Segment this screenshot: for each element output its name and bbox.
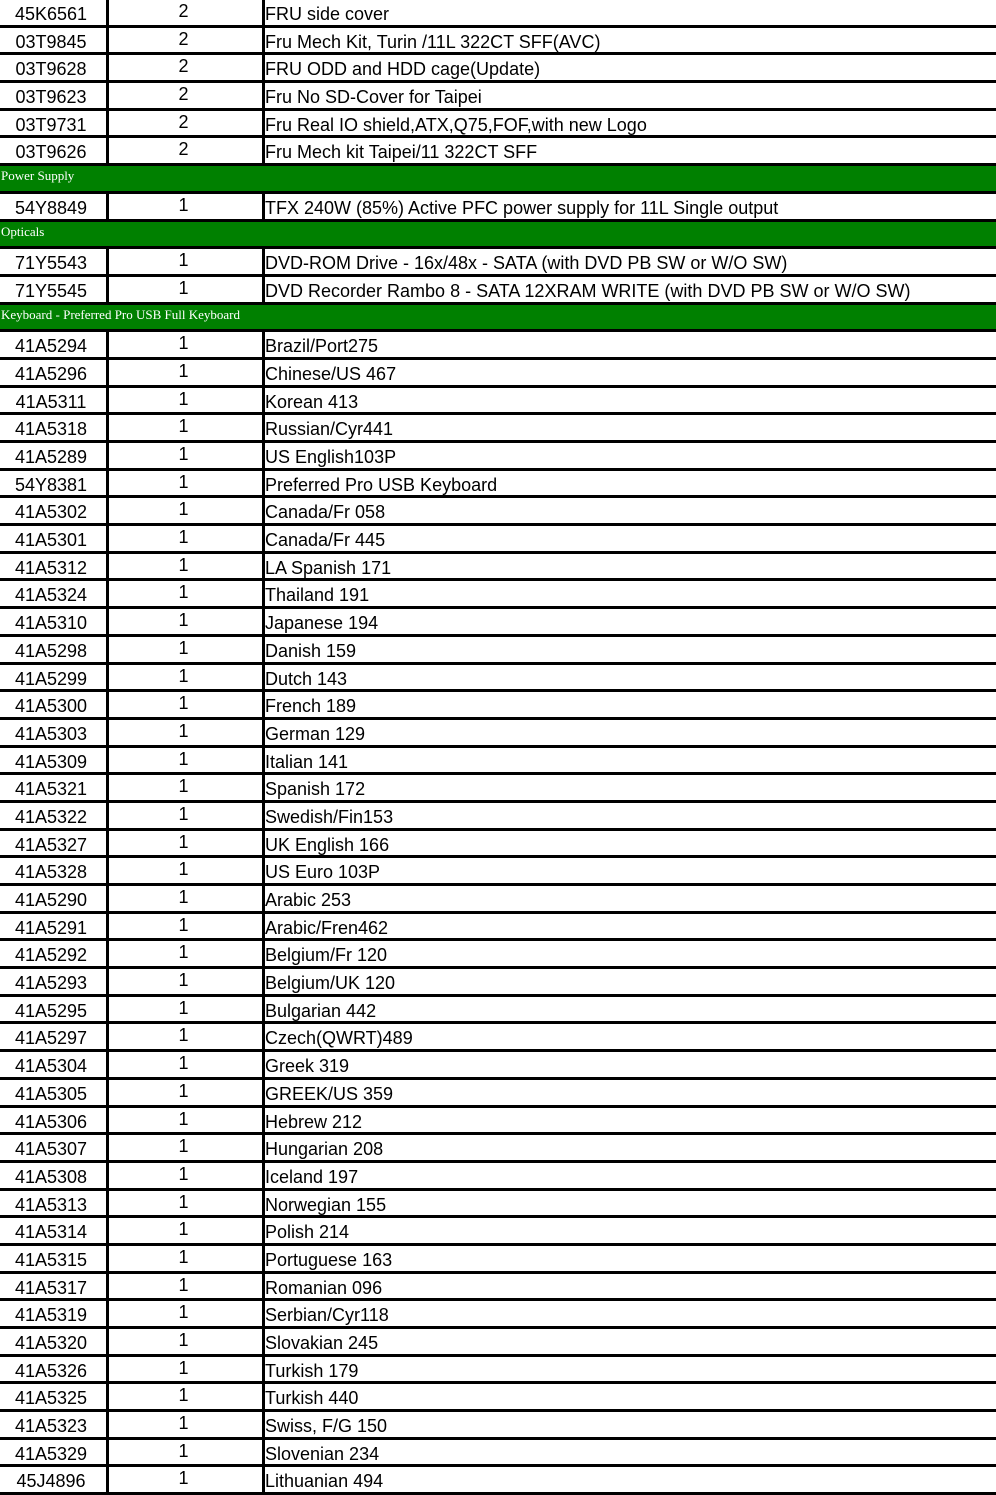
section-header-label: Keyboard - Preferred Pro USB Full Keyboard [1,306,241,322]
table-row [0,55,996,83]
quantity-cell: 2 [106,83,262,108]
quantity-cell: 1 [106,581,262,606]
part-number-cell: 41A5296 [14,363,88,384]
part-number-cell: 45J4896 [16,1471,86,1492]
description-cell: Dutch 143 [262,665,996,690]
quantity-cell: 1 [106,1412,262,1437]
part-number-cell: 41A5295 [14,1000,88,1021]
description-cell: Thailand 191 [262,581,996,606]
part-number-cell: 41A5328 [14,862,88,883]
table-row [0,1080,996,1108]
part-number-cell: 41A5299 [14,668,88,689]
description-cell: Swiss, F/G 150 [262,1412,996,1437]
part-number-cell: 41A5320 [14,1333,88,1353]
description-cell: Brazil/Port275 [262,332,996,357]
quantity-cell: 1 [106,665,262,690]
description-cell: Turkish 440 [262,1384,996,1409]
table-row [0,1274,996,1302]
table-row [0,1440,996,1468]
quantity-cell: 2 [106,55,262,80]
description-cell: Arabic 253 [262,886,996,911]
description-cell: Polish 214 [262,1218,996,1243]
quantity-cell: 1 [106,332,262,357]
part-number-cell: 41A5322 [14,806,88,827]
part-number-cell: 41A5307 [14,1139,88,1160]
quantity-cell: 1 [106,277,262,302]
table-row [0,1108,996,1136]
description-cell: Italian 141 [262,748,996,773]
part-number-cell: 41A5300 [14,696,88,717]
part-number-cell: 71Y5545 [14,280,88,301]
quantity-cell: 1 [106,914,262,939]
table-row [0,914,996,942]
table-row [0,692,996,720]
section-header-label: Power Supply [1,168,75,184]
quantity-cell: 1 [106,526,262,551]
table-row [0,665,996,693]
part-number-cell: 41A5289 [14,447,88,467]
quantity-cell: 1 [106,443,262,468]
description-cell: Iceland 197 [262,1163,996,1188]
table-row [0,609,996,637]
description-cell: FRU side cover [262,0,996,25]
part-number-cell: 41A5311 [15,391,87,412]
quantity-cell: 1 [106,720,262,745]
quantity-cell: 1 [106,858,262,883]
description-cell: Danish 159 [262,637,996,662]
part-number-cell: 41A5297 [14,1028,88,1049]
quantity-cell: 1 [106,249,262,274]
description-cell: Chinese/US 467 [262,360,996,385]
quantity-cell: 1 [106,415,262,440]
part-number-cell: 03T9731 [15,114,87,135]
table-row [0,720,996,748]
quantity-cell: 1 [106,692,262,717]
part-number-cell: 41A5315 [14,1249,88,1270]
table-row [0,581,996,609]
table-row [0,526,996,554]
part-number-cell: 54Y8849 [14,197,88,218]
description-cell: French 189 [262,692,996,717]
description-cell: Canada/Fr 445 [262,526,996,551]
table-row [0,471,996,499]
description-cell: Norwegian 155 [262,1191,996,1216]
part-number-cell: 41A5327 [14,834,88,855]
description-cell: Fru No SD-Cover for Taipei [262,83,996,108]
quantity-cell: 1 [106,1191,262,1216]
description-cell: Belgium/Fr 120 [262,941,996,966]
table-row [0,858,996,886]
part-number-cell: 03T9626 [15,142,87,163]
table-row [0,1024,996,1052]
description-cell: Serbian/Cyr118 [262,1301,996,1326]
quantity-cell: 2 [106,138,262,163]
quantity-cell: 1 [106,1274,262,1299]
part-number-cell: 41A5291 [14,917,88,938]
table-row [0,443,996,471]
quantity-cell: 1 [106,969,262,994]
description-cell: Hungarian 208 [262,1135,996,1160]
description-cell: Spanish 172 [262,775,996,800]
table-row [0,138,996,166]
description-cell: UK English 166 [262,831,996,856]
table-row [0,1218,996,1246]
part-number-cell: 41A5329 [14,1443,88,1464]
quantity-cell: 1 [106,194,262,219]
description-cell: US Euro 103P [262,858,996,883]
part-number-cell: 41A5310 [14,613,88,634]
table-row [0,1467,996,1495]
table-row [0,1191,996,1219]
table-row [0,554,996,582]
part-number-cell: 41A5309 [14,751,88,772]
quantity-cell: 1 [106,609,262,634]
part-number-cell: 41A5313 [14,1194,88,1215]
description-cell: DVD-ROM Drive - 16x/48x - SATA (with DVD PB SW or W/O SW) [262,249,996,274]
description-cell: Portuguese 163 [262,1246,996,1271]
description-cell: FRU ODD and HDD cage(Update) [262,55,996,80]
part-number-cell: 03T9628 [15,59,87,80]
part-number-cell: 41A5312 [14,557,88,578]
description-cell: US English103P [262,443,996,468]
table-row [0,775,996,803]
quantity-cell: 1 [106,1108,262,1133]
description-cell: Greek 319 [262,1052,996,1077]
quantity-cell: 1 [106,1357,262,1382]
part-number-cell: 03T9623 [15,87,87,108]
description-cell: Turkish 179 [262,1357,996,1382]
description-cell: Japanese 194 [262,609,996,634]
part-number-cell: 41A5324 [14,585,88,606]
part-number-cell: 41A5303 [14,723,88,744]
table-row [0,388,996,416]
description-cell: GREEK/US 359 [262,1080,996,1105]
description-cell: Lithuanian 494 [262,1467,996,1492]
part-number-cell: 41A5314 [14,1222,88,1243]
table-row [0,886,996,914]
table-row [0,1301,996,1329]
description-cell: Czech(QWRT)489 [262,1024,996,1049]
table-row [0,1052,996,1080]
quantity-cell: 1 [106,1329,262,1354]
table-row [0,194,996,222]
part-number-cell: 41A5317 [14,1277,88,1298]
description-cell: Fru Mech kit Taipei/11 322CT SFF [262,138,996,163]
part-number-cell: 41A5323 [14,1416,88,1437]
table-row [0,249,996,277]
quantity-cell: 1 [106,941,262,966]
quantity-cell: 1 [106,831,262,856]
part-number-cell: 41A5325 [14,1388,88,1409]
part-number-cell: 41A5301 [14,530,88,551]
description-cell: Swedish/Fin153 [262,803,996,828]
table-row [0,748,996,776]
table-row [0,28,996,56]
quantity-cell: 1 [106,637,262,662]
description-cell: Hebrew 212 [262,1108,996,1133]
table-row [0,969,996,997]
quantity-cell: 1 [106,1440,262,1465]
quantity-cell: 1 [106,1052,262,1077]
quantity-cell: 1 [106,1135,262,1160]
description-cell: Fru Real IO shield,ATX,Q75,FOF,with new Logo [262,111,996,136]
section-header-row [0,222,996,250]
table-row [0,1163,996,1191]
table-row [0,1246,996,1274]
quantity-cell: 2 [106,111,262,136]
quantity-cell: 1 [106,886,262,911]
quantity-cell: 1 [106,803,262,828]
part-number-cell: 41A5318 [14,419,88,440]
part-number-cell: 41A5308 [14,1166,88,1187]
part-number-cell: 41A5304 [14,1056,88,1077]
description-cell: Canada/Fr 058 [262,498,996,523]
part-number-cell: 41A5306 [14,1111,88,1132]
quantity-cell: 2 [106,28,262,53]
quantity-cell: 2 [106,0,262,25]
description-cell: Russian/Cyr441 [262,415,996,440]
quantity-cell: 1 [106,498,262,523]
quantity-cell: 1 [106,997,262,1022]
quantity-cell: 1 [106,1024,262,1049]
quantity-cell: 1 [106,1163,262,1188]
table-row [0,360,996,388]
table-row [0,831,996,859]
table-row [0,0,996,28]
part-number-cell: 41A5290 [14,890,88,910]
part-number-cell: 45K6561 [14,4,88,24]
description-cell: Romanian 096 [262,1274,996,1299]
table-row [0,1412,996,1440]
quantity-cell: 1 [106,1218,262,1243]
description-cell: German 129 [262,720,996,745]
quantity-cell: 1 [106,1384,262,1409]
quantity-cell: 1 [106,1467,262,1492]
part-number-cell: 71Y5543 [14,253,88,274]
table-row [0,1135,996,1163]
description-cell: Bulgarian 442 [262,997,996,1022]
quantity-cell: 1 [106,360,262,385]
part-number-cell: 41A5298 [14,640,88,661]
part-number-cell: 41A5302 [14,502,88,523]
section-header-row [0,305,996,333]
table-row [0,803,996,831]
description-cell: Arabic/Fren462 [262,914,996,939]
part-number-cell: 41A5319 [14,1305,88,1326]
part-number-cell: 41A5321 [14,779,88,800]
table-row [0,498,996,526]
table-row [0,997,996,1025]
quantity-cell: 1 [106,388,262,413]
description-cell: Belgium/UK 120 [262,969,996,994]
table-row [0,941,996,969]
table-row [0,1384,996,1412]
table-row [0,83,996,111]
part-number-cell: 41A5294 [14,336,88,357]
table-row [0,1357,996,1385]
quantity-cell: 1 [106,1301,262,1326]
table-row [0,332,996,360]
table-row [0,637,996,665]
table-row [0,277,996,305]
section-header-row [0,166,996,194]
quantity-cell: 1 [106,748,262,773]
part-number-cell: 03T9845 [15,31,87,52]
description-cell: LA Spanish 171 [262,554,996,579]
part-number-cell: 41A5293 [14,973,88,994]
description-cell: Slovakian 245 [262,1329,996,1354]
description-cell: Slovenian 234 [262,1440,996,1465]
table-row [0,415,996,443]
description-cell: Fru Mech Kit, Turin /11L 322CT SFF(AVC) [262,28,996,53]
description-cell: Preferred Pro USB Keyboard [262,471,996,496]
description-cell: DVD Recorder Rambo 8 - SATA 12XRAM WRITE (with DVD PB SW or W/O SW) [262,277,996,302]
part-number-cell: 41A5292 [14,945,88,966]
quantity-cell: 1 [106,471,262,496]
table-row [0,1329,996,1357]
part-number-cell: 41A5326 [14,1360,88,1381]
description-cell: Korean 413 [262,388,996,413]
part-number-cell: 54Y8381 [14,474,88,495]
description-cell: TFX 240W (85%) Active PFC power supply for 11L Single output [262,194,996,219]
table-row [0,111,996,139]
quantity-cell: 1 [106,1080,262,1105]
quantity-cell: 1 [106,775,262,800]
section-header-label: Opticals [1,223,45,239]
part-number-cell: 41A5305 [14,1083,88,1104]
quantity-cell: 1 [106,554,262,579]
quantity-cell: 1 [106,1246,262,1271]
